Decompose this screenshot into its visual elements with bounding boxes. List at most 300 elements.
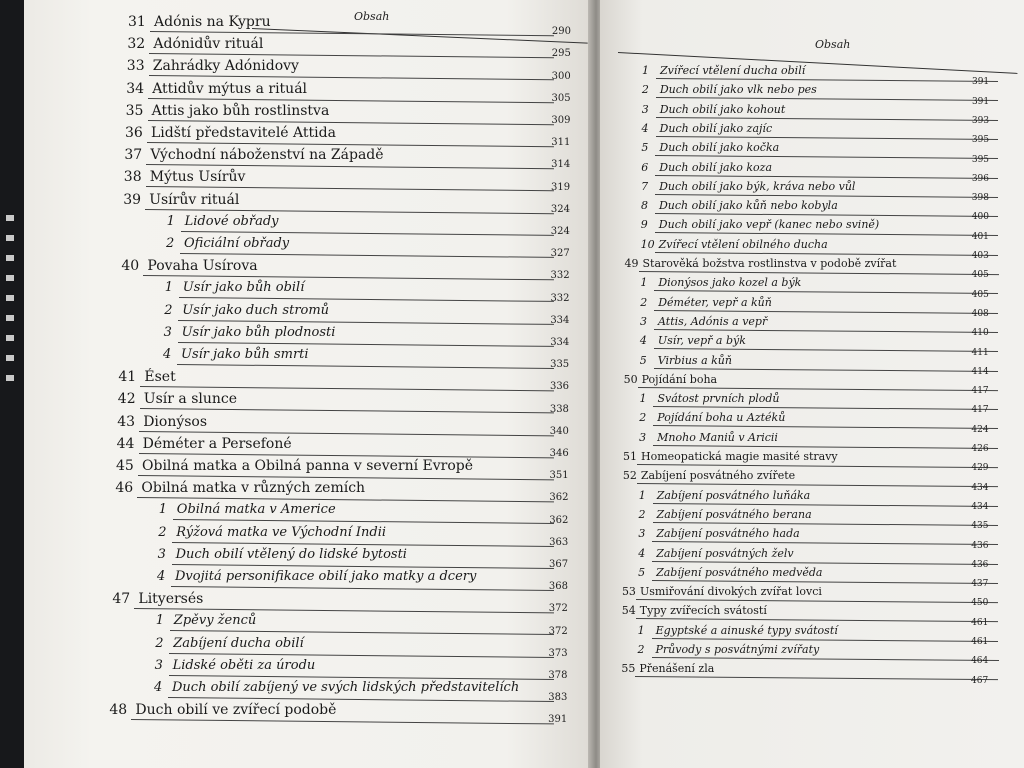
toc-entry [638, 643, 820, 656]
toc-entry [638, 547, 793, 560]
toc-entry [622, 604, 767, 617]
entry-page-number: 311 [551, 137, 571, 149]
entry-leader-line [653, 503, 998, 507]
edge-text-fragment [6, 235, 14, 241]
entry-number: 2 [638, 507, 646, 521]
entry-title: Duch obilí ve zvířecí podobě [135, 702, 337, 719]
toc-entry [124, 169, 246, 185]
toc-entry [112, 591, 203, 607]
entry-title: Průvody s posvátnými zvířaty [655, 643, 820, 656]
entry-title: Lidské oběti za úrodu [172, 657, 316, 673]
entry-title: Usírův rituál [149, 191, 240, 208]
entry-title: Mýtus Usírův [149, 169, 246, 186]
entry-page-number: 372 [548, 625, 568, 637]
entry-title: Oficiální obřady [184, 236, 290, 251]
entry-page-number: 340 [549, 425, 569, 437]
entry-leader-line [635, 676, 998, 680]
entry-number: 31 [128, 14, 146, 30]
toc-entry [638, 624, 838, 637]
entry-number: 2 [166, 236, 175, 251]
entry-leader-line [171, 586, 554, 591]
entry-page-number: 378 [548, 670, 568, 681]
entry-title: Usmiřování divokých zvířat lovci [639, 585, 822, 599]
entry-number: 4 [638, 546, 646, 560]
entry-number: 5 [639, 353, 647, 367]
entry-page-number: 424 [971, 424, 989, 435]
entry-page-number: 395 [971, 135, 990, 146]
entry-title: Pojídání boha u Aztéků [657, 411, 786, 425]
entry-number: 52 [622, 469, 637, 483]
entry-page-number: 450 [971, 598, 989, 609]
toc-entry [154, 680, 519, 695]
entry-title: Zpěvy ženců [173, 613, 257, 629]
entry-number: 1 [166, 213, 175, 229]
entry-page-number: 434 [971, 501, 989, 512]
toc-entry [121, 258, 257, 274]
entry-title: Duch obilí jako koza [659, 160, 773, 174]
toc-entry [640, 354, 732, 367]
entry-title: Mnoho Maniů v Aricii [657, 430, 778, 444]
toc-entry [625, 257, 897, 270]
entry-page-number: 334 [550, 337, 570, 348]
entry-number: 3 [163, 324, 172, 340]
entry-page-number: 396 [971, 173, 989, 184]
toc-entry [157, 569, 476, 584]
entry-number: 49 [624, 257, 639, 270]
entry-number: 53 [621, 585, 636, 599]
edge-text-fragment [6, 335, 14, 341]
entry-leader-line [655, 194, 998, 198]
toc-entry [641, 218, 879, 231]
entry-title: Přenášení zla [639, 662, 715, 676]
entry-number: 2 [164, 302, 173, 318]
entry-number: 1 [164, 280, 174, 296]
toc-entry [166, 236, 289, 251]
entry-page-number: 334 [550, 314, 570, 326]
entry-title: Lidové obřady [184, 213, 279, 229]
toc-entry [639, 411, 785, 424]
entry-title: Svátost prvních plodů [657, 392, 780, 406]
entry-leader-line [653, 522, 998, 526]
entry-title: Usír a slunce [143, 391, 238, 408]
toc-entry [640, 334, 746, 347]
trailing-page-number: 467 [971, 675, 989, 686]
toc-entry [126, 81, 307, 97]
right-page [600, 0, 1024, 768]
entry-title: Duch obilí jako kohout [659, 102, 786, 116]
entry-title: Zabíjení posvátného zvířete [640, 469, 796, 483]
entry-leader-line [178, 320, 554, 325]
entry-page-number: 405 [971, 270, 989, 281]
entry-page-number: 393 [971, 115, 990, 126]
toc-entry [639, 431, 778, 444]
toc-entry [128, 14, 271, 30]
entry-page-number: 436 [971, 540, 989, 551]
entry-number: 1 [637, 623, 645, 637]
entry-page-number: 414 [971, 366, 989, 377]
entry-page-number: 373 [548, 647, 568, 659]
entry-leader-line [637, 464, 998, 468]
toc-entry [638, 566, 822, 579]
entry-number: 36 [125, 125, 143, 141]
entry-number: 4 [154, 680, 163, 695]
edge-text-fragment [6, 215, 14, 221]
entry-page-number: 437 [971, 579, 989, 590]
entry-leader-line [656, 136, 998, 140]
toc-entry [115, 480, 365, 496]
entry-leader-line [655, 175, 998, 179]
entry-number: 44 [116, 435, 135, 452]
entry-title: Usír jako bůh smrti [181, 347, 309, 362]
entry-page-number: 410 [971, 328, 989, 339]
entry-title: Obilná matka a Obilná panna v severní Evropě [142, 458, 474, 474]
entry-title: Éset [144, 369, 176, 386]
entry-leader-line [178, 342, 554, 347]
entry-page-number: 434 [971, 482, 989, 493]
entry-title: Adónis na Kypru [154, 14, 271, 30]
entry-leader-line [652, 541, 998, 545]
entry-number: 4 [163, 347, 172, 362]
entry-number: 45 [116, 458, 134, 474]
entry-number: 3 [640, 314, 648, 328]
entry-leader-line [654, 368, 998, 372]
entry-number: 47 [112, 591, 131, 608]
entry-leader-line [652, 580, 998, 584]
entry-number: 46 [115, 480, 134, 497]
toc-entry [117, 436, 292, 452]
entry-leader-line [652, 561, 998, 565]
edge-text-fragment [6, 275, 14, 281]
entry-leader-line [656, 117, 998, 121]
entry-number: 37 [124, 147, 143, 164]
entry-leader-line [654, 290, 998, 294]
entry-title: Homeopatická magie masité stravy [641, 450, 838, 463]
entry-number: 5 [641, 141, 649, 155]
entry-leader-line [651, 657, 997, 661]
entry-title: Attidův mýtus a rituál [152, 80, 308, 97]
edge-text-fragment [6, 375, 14, 381]
entry-number: 41 [118, 369, 137, 386]
toc-entry [164, 303, 329, 318]
entry-leader-line [654, 329, 998, 333]
entry-number: 6 [641, 160, 649, 174]
entry-title: Duch obilí jako kočka [659, 141, 780, 155]
entry-number: 3 [157, 546, 166, 562]
entry-number: 39 [123, 191, 142, 208]
toc-entry [163, 347, 309, 362]
entry-page-number: 403 [971, 251, 989, 261]
entry-number: 55 [621, 662, 636, 676]
entry-title: Lityersés [138, 591, 204, 608]
entry-leader-line [652, 638, 998, 642]
edge-text-fragment [6, 295, 14, 301]
entry-page-number: 295 [551, 48, 571, 60]
toc-entry [158, 525, 386, 540]
entry-leader-line [177, 364, 554, 369]
toc-entry [639, 508, 812, 521]
entry-page-number: 417 [971, 405, 989, 416]
entry-page-number: 461 [971, 637, 989, 647]
entry-title: Typy zvířecích svátostí [639, 604, 767, 618]
toc-entry [622, 585, 822, 598]
entry-title: Pojídání boha [641, 372, 718, 386]
toc-entry [164, 325, 336, 340]
entry-number: 50 [623, 372, 638, 386]
entry-page-number: 411 [971, 347, 989, 358]
entry-leader-line [653, 445, 998, 449]
entry-page-number: 367 [549, 559, 569, 570]
entry-number: 4 [639, 334, 647, 348]
entry-title: Východní náboženství na Západě [150, 147, 384, 164]
entry-leader-line [636, 618, 998, 622]
entry-page-number: 372 [548, 603, 568, 615]
entry-number: 42 [117, 391, 136, 408]
entry-page-number: 400 [971, 212, 989, 223]
entry-number: 38 [123, 169, 142, 186]
entry-number: 1 [639, 392, 647, 406]
entry-title: Zabíjení posvátných želv [656, 546, 794, 560]
entry-page-number: 398 [971, 193, 989, 204]
entry-page-number: 300 [551, 70, 571, 82]
entry-title: Rýžová matka ve Východní Indii [176, 524, 387, 540]
entry-title: Zabíjení posvátného berana [656, 507, 812, 521]
toc-entry [642, 64, 805, 77]
entry-page-number: 314 [551, 159, 571, 171]
entry-title: Usír, vepř a býk [657, 334, 746, 348]
entry-number: 35 [125, 102, 144, 119]
toc-entry [642, 83, 817, 96]
entry-page-number: 324 [550, 226, 570, 237]
entry-page-number: 408 [971, 308, 989, 319]
entry-leader-line [638, 387, 998, 391]
toc-entry [156, 613, 256, 628]
entry-number: 32 [127, 36, 146, 53]
entry-title: Zabíjení ducha obilí [173, 635, 304, 651]
entry-title: Zabíjení posvátného luňáka [656, 488, 811, 502]
toc-entry [158, 547, 407, 562]
entry-page-number: 426 [971, 444, 989, 454]
page-header: Obsah [815, 38, 851, 51]
entry-leader-line [181, 231, 554, 236]
trailing-page-number: 391 [548, 714, 568, 726]
entry-title: Obilná matka v Americe [176, 502, 336, 518]
toc-entry [126, 103, 330, 119]
toc-entry [109, 702, 336, 718]
toc-entry [165, 280, 305, 295]
entry-leader-line [179, 297, 554, 302]
entry-title: Duch obilí zabíjený ve svých lidských představitelích [172, 680, 520, 695]
entry-number: 2 [158, 524, 167, 540]
entry-page-number: 346 [549, 448, 569, 459]
entry-page-number: 429 [971, 463, 989, 474]
entry-title: Usír jako duch stromů [182, 302, 330, 318]
entry-title: Zvířecí vtělení ducha obilí [660, 64, 806, 77]
toc-entry [123, 192, 239, 208]
entry-title: Duch obilí vtělený do lidské bytosti [175, 546, 407, 562]
entry-title: Duch obilí jako vepř (kanec nebo svině) [658, 218, 880, 232]
entry-number: 3 [639, 430, 647, 444]
toc-entry [641, 180, 855, 193]
toc-entry [116, 458, 473, 474]
entry-page-number: 464 [971, 656, 989, 667]
entry-page-number: 391 [971, 96, 990, 107]
entry-title: Egyptské a ainuské typy svátostí [655, 623, 838, 637]
toc-entry [640, 315, 767, 328]
entry-page-number: 363 [549, 536, 569, 548]
entry-page-number: 332 [550, 292, 570, 304]
entry-title: Attis jako bůh rostlinstva [151, 102, 330, 119]
entry-leader-line [638, 271, 997, 275]
entry-leader-line [654, 348, 998, 352]
entry-page-number: 401 [971, 231, 989, 242]
entry-page-number: 336 [549, 381, 570, 393]
entry-number: 5 [638, 565, 646, 579]
entry-title: Povaha Usírova [147, 258, 258, 275]
toc-entry [125, 125, 336, 141]
entry-page-number: 362 [549, 492, 569, 504]
edge-text-fragment [6, 315, 14, 321]
entry-title: Obilná matka v různých zemích [141, 480, 366, 497]
toc-entry [640, 276, 801, 289]
entry-leader-line [653, 406, 998, 410]
entry-page-number: 368 [548, 581, 568, 593]
entry-page-number: 351 [549, 470, 569, 482]
left-page [24, 0, 592, 768]
entry-title: Zabíjení posvátného medvěda [656, 565, 823, 579]
entry-leader-line [655, 155, 998, 159]
entry-number: 1 [158, 502, 168, 518]
entry-title: Duch obilí jako kůň nebo kobyla [658, 199, 838, 213]
toc-entry [641, 199, 838, 212]
entry-leader-line [655, 232, 998, 236]
entry-number: 9 [640, 218, 648, 232]
entry-leader-line [655, 213, 998, 217]
entry-title: Lidští představitelé Attida [151, 125, 336, 141]
entry-number: 2 [155, 635, 164, 651]
entry-page-number: 405 [971, 289, 989, 300]
entry-number: 4 [157, 569, 166, 584]
entry-title: Duch obilí jako býk, kráva nebo vůl [659, 179, 856, 193]
entry-title: Duch obilí jako vlk nebo pes [659, 83, 817, 97]
entry-title: Dionýsos jako kozel a býk [658, 276, 802, 290]
toc-entry [127, 58, 299, 74]
entry-number: 4 [641, 121, 649, 135]
entry-page-number: 290 [551, 26, 571, 38]
entry-number: 1 [638, 488, 646, 502]
entry-page-number: 461 [971, 617, 989, 628]
entry-page-number: 332 [550, 270, 570, 282]
entry-page-number: 309 [551, 115, 571, 126]
toc-entry [639, 392, 779, 405]
entry-leader-line [656, 78, 998, 82]
entry-leader-line [636, 599, 998, 603]
entry-number: 34 [126, 80, 145, 97]
entry-number: 1 [640, 276, 648, 290]
entry-leader-line [131, 719, 554, 724]
entry-title: Attis, Adónis a vepř [658, 314, 768, 328]
toc-entry [638, 527, 799, 540]
toc-entry [640, 296, 772, 309]
entry-page-number: 335 [550, 359, 570, 371]
entry-number: 40 [121, 258, 140, 275]
entry-leader-line [180, 253, 554, 258]
toc-entry [155, 658, 316, 673]
toc-entry [124, 147, 383, 163]
entry-number: 2 [639, 411, 647, 425]
entry-number: 8 [640, 199, 648, 213]
entry-page-number: 395 [971, 154, 990, 165]
entry-leader-line [653, 425, 998, 429]
toc-entry [167, 214, 279, 229]
toc-entry [641, 141, 779, 154]
toc-entry [118, 391, 237, 407]
entry-title: Starověká božstva rostlinstva v podobě zvířat [642, 257, 897, 270]
toc-entry [127, 36, 263, 52]
entry-title: Déméter a Persefoné [142, 435, 292, 452]
entry-page-number: 338 [549, 403, 569, 415]
entry-leader-line [656, 97, 998, 101]
entry-title: Duch obilí jako zajíc [659, 121, 773, 135]
toc-entry [159, 502, 336, 517]
toc-entry [642, 122, 773, 135]
entry-leader-line [655, 252, 998, 256]
toc-entry [118, 369, 175, 385]
entry-page-number: 391 [971, 77, 990, 88]
entry-number: 54 [621, 604, 636, 618]
toc-entry [641, 161, 772, 174]
entry-leader-line [637, 483, 998, 487]
entry-number: 2 [640, 295, 648, 309]
toc-entry [641, 238, 828, 251]
entry-number: 10 [640, 237, 655, 251]
toc-entry [624, 373, 718, 386]
toc-entry [642, 103, 786, 116]
entry-page-number: 319 [551, 181, 571, 193]
entry-title: Déméter, vepř a kůň [658, 295, 772, 309]
entry-title: Zvířecí vtělení obilného ducha [658, 237, 828, 251]
edge-text-fragment [6, 255, 14, 261]
entry-number: 7 [641, 179, 649, 193]
entry-title: Virbius a kůň [657, 353, 732, 367]
entry-number: 33 [126, 58, 145, 75]
entry-number: 1 [642, 64, 649, 77]
entry-number: 1 [155, 613, 165, 629]
entry-number: 2 [637, 643, 645, 656]
entry-leader-line [654, 310, 998, 314]
toc-entry [639, 489, 811, 502]
entry-page-number: 383 [548, 692, 568, 704]
toc-entry [623, 450, 838, 463]
entry-page-number: 436 [971, 559, 989, 570]
entry-page-number: 435 [971, 521, 989, 532]
entry-page-number: 305 [551, 92, 571, 104]
entry-number: 3 [638, 527, 646, 541]
toc-entry [155, 636, 304, 651]
entry-title: Dvojitá personifikace obilí jako matky a dcery [175, 569, 477, 584]
toc-entry [621, 662, 714, 675]
entry-number: 51 [623, 450, 637, 463]
toc-entry [117, 414, 207, 430]
entry-page-number: 327 [550, 248, 570, 260]
entry-number: 48 [109, 702, 128, 719]
toc-entry [623, 469, 795, 482]
entry-number: 43 [117, 413, 136, 430]
entry-title: Dionýsos [143, 413, 208, 430]
entry-number: 3 [641, 102, 649, 116]
entry-title: Zabíjení posvátného hada [656, 527, 800, 541]
entry-page-number: 417 [971, 386, 989, 397]
entry-title: Usír jako bůh obilí [182, 280, 305, 296]
